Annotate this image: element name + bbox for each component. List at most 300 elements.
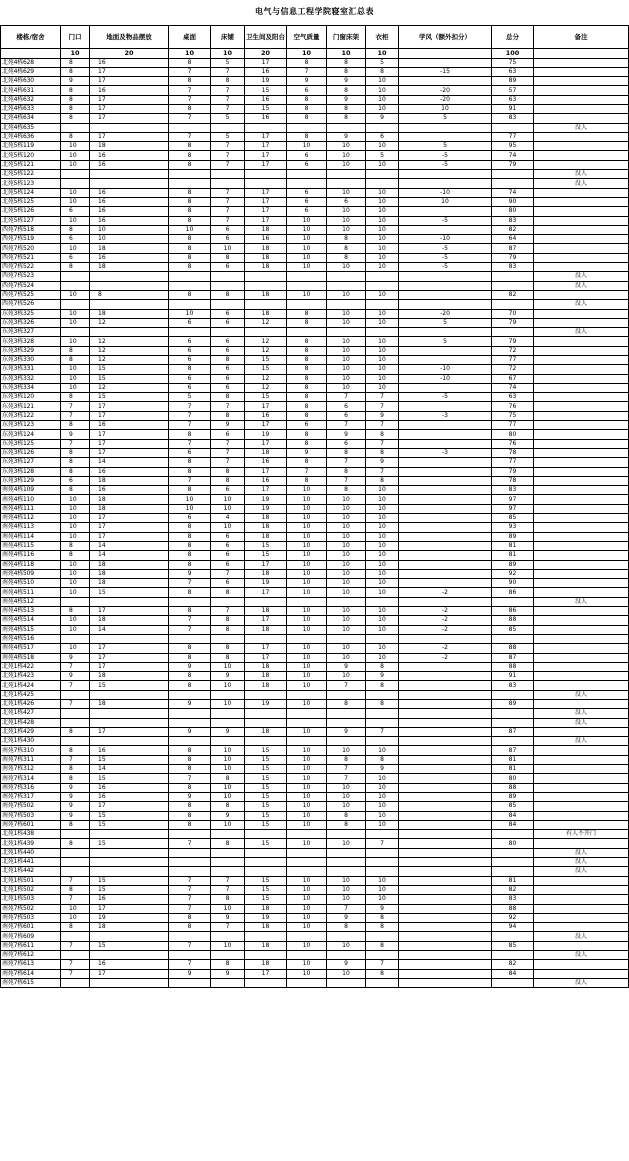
room-cell[interactable]: 北苑5栋122: [1, 170, 61, 179]
weight-cell[interactable]: 10: [61, 49, 90, 59]
desk-score-cell[interactable]: 7: [169, 476, 211, 485]
desk-score-cell[interactable]: 10: [169, 225, 211, 234]
study-style-cell[interactable]: -2: [399, 653, 492, 662]
wardrobe-score-cell[interactable]: [366, 951, 399, 960]
bathroom-score-cell[interactable]: 18: [245, 244, 287, 253]
desk-score-cell[interactable]: 8: [169, 142, 211, 151]
remarks-cell[interactable]: [534, 132, 629, 141]
remarks-cell[interactable]: [534, 216, 629, 225]
total-score-cell[interactable]: 81: [492, 876, 534, 885]
study-style-cell[interactable]: [399, 811, 492, 820]
desk-score-cell[interactable]: 8: [169, 551, 211, 560]
bed-score-cell[interactable]: 6: [211, 430, 245, 439]
air-score-cell[interactable]: 10: [287, 523, 327, 532]
door-score-cell[interactable]: 10: [61, 160, 90, 169]
window-score-cell[interactable]: [327, 718, 366, 727]
remarks-cell[interactable]: [534, 374, 629, 383]
study-style-cell[interactable]: [399, 941, 492, 950]
study-style-cell[interactable]: [399, 923, 492, 932]
total-score-cell[interactable]: 77: [492, 458, 534, 467]
remarks-cell[interactable]: [534, 114, 629, 123]
desk-score-cell[interactable]: 8: [169, 653, 211, 662]
total-score-cell[interactable]: 76: [492, 402, 534, 411]
window-score-cell[interactable]: 8: [327, 253, 366, 262]
wardrobe-score-cell[interactable]: 7: [366, 960, 399, 969]
wardrobe-score-cell[interactable]: 10: [366, 309, 399, 318]
bathroom-score-cell[interactable]: 16: [245, 458, 287, 467]
bed-score-cell[interactable]: 7: [211, 923, 245, 932]
desk-score-cell[interactable]: 8: [169, 672, 211, 681]
total-score-cell[interactable]: 95: [492, 142, 534, 151]
window-score-cell[interactable]: 10: [327, 653, 366, 662]
air-score-cell[interactable]: 10: [287, 644, 327, 653]
air-score-cell[interactable]: 10: [287, 486, 327, 495]
wardrobe-score-cell[interactable]: [366, 170, 399, 179]
floor-score-cell[interactable]: 14: [90, 625, 169, 634]
desk-score-cell[interactable]: 8: [169, 151, 211, 160]
door-score-cell[interactable]: 10: [61, 142, 90, 151]
study-style-cell[interactable]: -2: [399, 607, 492, 616]
bathroom-score-cell[interactable]: [245, 123, 287, 132]
bathroom-score-cell[interactable]: 15: [245, 820, 287, 829]
remarks-cell[interactable]: [534, 225, 629, 234]
remarks-cell[interactable]: [534, 514, 629, 523]
remarks-cell[interactable]: [534, 644, 629, 653]
bed-score-cell[interactable]: 5: [211, 132, 245, 141]
air-score-cell[interactable]: 7: [287, 467, 327, 476]
room-cell[interactable]: 西苑7栋520: [1, 244, 61, 253]
total-score-cell[interactable]: 81: [492, 551, 534, 560]
bed-score-cell[interactable]: 7: [211, 142, 245, 151]
bathroom-score-cell[interactable]: 18: [245, 960, 287, 969]
floor-score-cell[interactable]: 15: [90, 839, 169, 848]
bathroom-score-cell[interactable]: 17: [245, 560, 287, 569]
door-score-cell[interactable]: [61, 272, 90, 281]
total-score-cell[interactable]: 76: [492, 439, 534, 448]
wardrobe-score-cell[interactable]: 10: [366, 263, 399, 272]
floor-score-cell[interactable]: 17: [90, 969, 169, 978]
floor-score-cell[interactable]: 15: [90, 374, 169, 383]
study-style-cell[interactable]: -2: [399, 616, 492, 625]
bathroom-score-cell[interactable]: 15: [245, 551, 287, 560]
desk-score-cell[interactable]: 8: [169, 216, 211, 225]
door-score-cell[interactable]: 10: [61, 625, 90, 634]
study-style-cell[interactable]: [399, 532, 492, 541]
desk-score-cell[interactable]: 5: [169, 393, 211, 402]
bathroom-score-cell[interactable]: 15: [245, 746, 287, 755]
room-cell[interactable]: 南苑4栋510: [1, 579, 61, 588]
room-cell[interactable]: 西苑7栋525: [1, 290, 61, 299]
door-score-cell[interactable]: [61, 848, 90, 857]
floor-score-cell[interactable]: [90, 830, 169, 839]
wardrobe-score-cell[interactable]: 7: [366, 467, 399, 476]
room-cell[interactable]: 东苑3栋122: [1, 411, 61, 420]
room-cell[interactable]: 东苑3栋328: [1, 337, 61, 346]
room-cell[interactable]: 南苑7栋316: [1, 783, 61, 792]
desk-score-cell[interactable]: 8: [169, 467, 211, 476]
door-score-cell[interactable]: 10: [61, 365, 90, 374]
door-score-cell[interactable]: 8: [61, 885, 90, 894]
door-score-cell[interactable]: 6: [61, 253, 90, 262]
door-score-cell[interactable]: 8: [61, 746, 90, 755]
total-score-cell[interactable]: 87: [492, 746, 534, 755]
bed-score-cell[interactable]: 10: [211, 504, 245, 513]
wardrobe-score-cell[interactable]: [366, 867, 399, 876]
desk-score-cell[interactable]: 8: [169, 253, 211, 262]
air-score-cell[interactable]: 10: [287, 588, 327, 597]
window-score-cell[interactable]: 10: [327, 318, 366, 327]
air-score-cell[interactable]: 10: [287, 969, 327, 978]
study-style-cell[interactable]: [399, 774, 492, 783]
door-score-cell[interactable]: 10: [61, 151, 90, 160]
floor-score-cell[interactable]: 17: [90, 402, 169, 411]
room-cell[interactable]: 东苑3栋330: [1, 356, 61, 365]
wardrobe-score-cell[interactable]: 10: [366, 142, 399, 151]
total-score-cell[interactable]: 57: [492, 86, 534, 95]
door-score-cell[interactable]: 10: [61, 374, 90, 383]
air-score-cell[interactable]: 10: [287, 263, 327, 272]
wardrobe-score-cell[interactable]: 10: [366, 653, 399, 662]
study-style-cell[interactable]: [399, 281, 492, 290]
window-score-cell[interactable]: 6: [327, 411, 366, 420]
study-style-cell[interactable]: [399, 848, 492, 857]
floor-score-cell[interactable]: 18: [90, 263, 169, 272]
window-score-cell[interactable]: [327, 690, 366, 699]
air-score-cell[interactable]: 10: [287, 765, 327, 774]
study-style-cell[interactable]: [399, 579, 492, 588]
bed-score-cell[interactable]: 8: [211, 393, 245, 402]
study-style-cell[interactable]: [399, 328, 492, 337]
room-cell[interactable]: 北苑1栋422: [1, 662, 61, 671]
floor-score-cell[interactable]: [90, 737, 169, 746]
floor-score-cell[interactable]: 15: [90, 755, 169, 764]
bed-score-cell[interactable]: [211, 597, 245, 606]
bed-score-cell[interactable]: 10: [211, 523, 245, 532]
window-score-cell[interactable]: 10: [327, 551, 366, 560]
air-score-cell[interactable]: 10: [287, 514, 327, 523]
air-score-cell[interactable]: 8: [287, 365, 327, 374]
door-score-cell[interactable]: [61, 170, 90, 179]
window-score-cell[interactable]: 10: [327, 216, 366, 225]
desk-score-cell[interactable]: 8: [169, 588, 211, 597]
bed-score-cell[interactable]: [211, 951, 245, 960]
floor-score-cell[interactable]: 16: [90, 216, 169, 225]
door-score-cell[interactable]: 10: [61, 514, 90, 523]
door-score-cell[interactable]: 7: [61, 755, 90, 764]
room-cell[interactable]: 南苑4栋512: [1, 597, 61, 606]
door-score-cell[interactable]: 10: [61, 290, 90, 299]
window-score-cell[interactable]: 10: [327, 495, 366, 504]
bed-score-cell[interactable]: 10: [211, 820, 245, 829]
wardrobe-score-cell[interactable]: 10: [366, 523, 399, 532]
air-score-cell[interactable]: 8: [287, 95, 327, 104]
desk-score-cell[interactable]: 7: [169, 839, 211, 848]
floor-score-cell[interactable]: 16: [90, 895, 169, 904]
air-score-cell[interactable]: 8: [287, 114, 327, 123]
study-style-cell[interactable]: [399, 290, 492, 299]
bed-score-cell[interactable]: [211, 179, 245, 188]
door-score-cell[interactable]: 10: [61, 579, 90, 588]
bed-score-cell[interactable]: 10: [211, 681, 245, 690]
remarks-cell[interactable]: [534, 923, 629, 932]
desk-score-cell[interactable]: 8: [169, 746, 211, 755]
door-score-cell[interactable]: 8: [61, 551, 90, 560]
door-score-cell[interactable]: 8: [61, 839, 90, 848]
study-style-cell[interactable]: [399, 504, 492, 513]
door-score-cell[interactable]: [61, 690, 90, 699]
window-score-cell[interactable]: 10: [327, 225, 366, 234]
air-score-cell[interactable]: [287, 978, 327, 987]
bathroom-score-cell[interactable]: 15: [245, 755, 287, 764]
total-score-cell[interactable]: [492, 737, 534, 746]
bed-score-cell[interactable]: [211, 690, 245, 699]
window-score-cell[interactable]: 7: [327, 458, 366, 467]
total-score-cell[interactable]: 82: [492, 885, 534, 894]
remarks-cell[interactable]: [534, 346, 629, 355]
total-score-cell[interactable]: [492, 300, 534, 309]
study-style-cell[interactable]: [399, 123, 492, 132]
desk-score-cell[interactable]: 7: [169, 411, 211, 420]
total-score-cell[interactable]: [492, 951, 534, 960]
air-score-cell[interactable]: 8: [287, 132, 327, 141]
bed-score-cell[interactable]: 7: [211, 67, 245, 76]
floor-score-cell[interactable]: 14: [90, 541, 169, 550]
bed-score-cell[interactable]: 6: [211, 579, 245, 588]
remarks-cell[interactable]: [534, 504, 629, 513]
remarks-cell[interactable]: [534, 560, 629, 569]
air-score-cell[interactable]: 6: [287, 151, 327, 160]
door-score-cell[interactable]: 9: [61, 811, 90, 820]
floor-score-cell[interactable]: 18: [90, 560, 169, 569]
bed-score-cell[interactable]: 8: [211, 588, 245, 597]
study-style-cell[interactable]: [399, 634, 492, 643]
air-score-cell[interactable]: [287, 597, 327, 606]
window-score-cell[interactable]: [327, 123, 366, 132]
remarks-cell[interactable]: [534, 885, 629, 894]
wardrobe-score-cell[interactable]: 10: [366, 86, 399, 95]
desk-score-cell[interactable]: 8: [169, 607, 211, 616]
total-score-cell[interactable]: 79: [492, 253, 534, 262]
remarks-cell[interactable]: 没人: [534, 737, 629, 746]
window-score-cell[interactable]: 10: [327, 290, 366, 299]
window-score-cell[interactable]: 10: [327, 207, 366, 216]
remarks-cell[interactable]: [534, 895, 629, 904]
bed-score-cell[interactable]: 10: [211, 765, 245, 774]
floor-score-cell[interactable]: 12: [90, 318, 169, 327]
wardrobe-score-cell[interactable]: 10: [366, 774, 399, 783]
wardrobe-score-cell[interactable]: 10: [366, 616, 399, 625]
header-remarks[interactable]: 备注: [534, 26, 629, 49]
remarks-cell[interactable]: [534, 160, 629, 169]
study-style-cell[interactable]: [399, 662, 492, 671]
wardrobe-score-cell[interactable]: 10: [366, 95, 399, 104]
bed-score-cell[interactable]: 10: [211, 746, 245, 755]
window-score-cell[interactable]: 10: [327, 263, 366, 272]
bed-score-cell[interactable]: 8: [211, 895, 245, 904]
wardrobe-score-cell[interactable]: 9: [366, 114, 399, 123]
study-style-cell[interactable]: [399, 885, 492, 894]
floor-score-cell[interactable]: 16: [90, 783, 169, 792]
wardrobe-score-cell[interactable]: 7: [366, 402, 399, 411]
air-score-cell[interactable]: 8: [287, 337, 327, 346]
bed-score-cell[interactable]: [211, 328, 245, 337]
window-score-cell[interactable]: 7: [327, 393, 366, 402]
weight-cell[interactable]: 10: [211, 49, 245, 59]
window-score-cell[interactable]: 7: [327, 904, 366, 913]
bathroom-score-cell[interactable]: 15: [245, 104, 287, 113]
room-cell[interactable]: 东苑3栋326: [1, 318, 61, 327]
floor-score-cell[interactable]: [90, 281, 169, 290]
window-score-cell[interactable]: 10: [327, 541, 366, 550]
total-score-cell[interactable]: 74: [492, 151, 534, 160]
total-score-cell[interactable]: 77: [492, 421, 534, 430]
air-score-cell[interactable]: 10: [287, 727, 327, 736]
wardrobe-score-cell[interactable]: 7: [366, 439, 399, 448]
total-score-cell[interactable]: 90: [492, 197, 534, 206]
bathroom-score-cell[interactable]: 16: [245, 411, 287, 420]
total-score-cell[interactable]: [492, 718, 534, 727]
desk-score-cell[interactable]: 7: [169, 895, 211, 904]
bed-score-cell[interactable]: 6: [211, 374, 245, 383]
remarks-cell[interactable]: [534, 104, 629, 113]
total-score-cell[interactable]: [492, 830, 534, 839]
desk-score-cell[interactable]: [169, 634, 211, 643]
bed-score-cell[interactable]: 6: [211, 383, 245, 392]
remarks-cell[interactable]: [534, 774, 629, 783]
wardrobe-score-cell[interactable]: 10: [366, 514, 399, 523]
room-cell[interactable]: 北苑5栋123: [1, 179, 61, 188]
room-cell[interactable]: 北苑1栋503: [1, 895, 61, 904]
window-score-cell[interactable]: 7: [327, 421, 366, 430]
bathroom-score-cell[interactable]: 17: [245, 188, 287, 197]
floor-score-cell[interactable]: 16: [90, 160, 169, 169]
desk-score-cell[interactable]: 8: [169, 755, 211, 764]
floor-score-cell[interactable]: [90, 867, 169, 876]
room-cell[interactable]: 北苑5栋121: [1, 160, 61, 169]
room-cell[interactable]: 南苑4栋110: [1, 495, 61, 504]
bathroom-score-cell[interactable]: 15: [245, 393, 287, 402]
total-score-cell[interactable]: 75: [492, 411, 534, 420]
study-style-cell[interactable]: [399, 718, 492, 727]
study-style-cell[interactable]: [399, 699, 492, 708]
wardrobe-score-cell[interactable]: 8: [366, 476, 399, 485]
door-score-cell[interactable]: 8: [61, 346, 90, 355]
room-cell[interactable]: 南苑4栋115: [1, 541, 61, 550]
bed-score-cell[interactable]: [211, 634, 245, 643]
study-style-cell[interactable]: [399, 737, 492, 746]
wardrobe-score-cell[interactable]: 8: [366, 430, 399, 439]
air-score-cell[interactable]: 10: [287, 225, 327, 234]
floor-score-cell[interactable]: 17: [90, 411, 169, 420]
floor-score-cell[interactable]: 17: [90, 532, 169, 541]
bathroom-score-cell[interactable]: 15: [245, 885, 287, 894]
floor-score-cell[interactable]: 17: [90, 523, 169, 532]
bed-score-cell[interactable]: 9: [211, 672, 245, 681]
door-score-cell[interactable]: 10: [61, 588, 90, 597]
remarks-cell[interactable]: 没人: [534, 328, 629, 337]
header-desk[interactable]: 桌面: [169, 26, 211, 49]
air-score-cell[interactable]: 10: [287, 792, 327, 801]
window-score-cell[interactable]: 10: [327, 746, 366, 755]
floor-score-cell[interactable]: [90, 328, 169, 337]
bed-score-cell[interactable]: 7: [211, 607, 245, 616]
remarks-cell[interactable]: [534, 67, 629, 76]
floor-score-cell[interactable]: 18: [90, 672, 169, 681]
remarks-cell[interactable]: [534, 523, 629, 532]
bed-score-cell[interactable]: 8: [211, 356, 245, 365]
remarks-cell[interactable]: [534, 356, 629, 365]
door-score-cell[interactable]: 10: [61, 560, 90, 569]
floor-score-cell[interactable]: 15: [90, 393, 169, 402]
floor-score-cell[interactable]: 15: [90, 885, 169, 894]
room-cell[interactable]: 东苑3栋325: [1, 309, 61, 318]
floor-score-cell[interactable]: 17: [90, 802, 169, 811]
wardrobe-score-cell[interactable]: 10: [366, 569, 399, 578]
bathroom-score-cell[interactable]: 19: [245, 430, 287, 439]
air-score-cell[interactable]: [287, 272, 327, 281]
desk-score-cell[interactable]: 6: [169, 514, 211, 523]
study-style-cell[interactable]: [399, 830, 492, 839]
air-score-cell[interactable]: 10: [287, 541, 327, 550]
total-score-cell[interactable]: 83: [492, 486, 534, 495]
floor-score-cell[interactable]: 14: [90, 765, 169, 774]
air-score-cell[interactable]: 8: [287, 104, 327, 113]
door-score-cell[interactable]: 6: [61, 476, 90, 485]
wardrobe-score-cell[interactable]: 10: [366, 337, 399, 346]
wardrobe-score-cell[interactable]: [366, 597, 399, 606]
desk-score-cell[interactable]: 8: [169, 160, 211, 169]
study-style-cell[interactable]: -5: [399, 160, 492, 169]
bed-score-cell[interactable]: 10: [211, 904, 245, 913]
floor-score-cell[interactable]: 8: [90, 290, 169, 299]
desk-score-cell[interactable]: [169, 932, 211, 941]
floor-score-cell[interactable]: 16: [90, 792, 169, 801]
door-score-cell[interactable]: 8: [61, 923, 90, 932]
total-score-cell[interactable]: [492, 272, 534, 281]
room-cell[interactable]: 东苑3栋127: [1, 458, 61, 467]
study-style-cell[interactable]: 5: [399, 337, 492, 346]
bathroom-score-cell[interactable]: 17: [245, 969, 287, 978]
window-score-cell[interactable]: 10: [327, 504, 366, 513]
window-score-cell[interactable]: 10: [327, 151, 366, 160]
wardrobe-score-cell[interactable]: 8: [366, 662, 399, 671]
door-score-cell[interactable]: 8: [61, 458, 90, 467]
remarks-cell[interactable]: 没人: [534, 690, 629, 699]
study-style-cell[interactable]: [399, 727, 492, 736]
room-cell[interactable]: 北苑1栋423: [1, 672, 61, 681]
bed-score-cell[interactable]: 8: [211, 774, 245, 783]
bathroom-score-cell[interactable]: 17: [245, 58, 287, 67]
bathroom-score-cell[interactable]: 17: [245, 207, 287, 216]
floor-score-cell[interactable]: 17: [90, 77, 169, 86]
bathroom-score-cell[interactable]: 18: [245, 727, 287, 736]
total-score-cell[interactable]: 79: [492, 318, 534, 327]
desk-score-cell[interactable]: 8: [169, 913, 211, 922]
door-score-cell[interactable]: 9: [61, 802, 90, 811]
total-score-cell[interactable]: [492, 179, 534, 188]
floor-score-cell[interactable]: 18: [90, 142, 169, 151]
remarks-cell[interactable]: [534, 142, 629, 151]
window-score-cell[interactable]: 8: [327, 755, 366, 764]
window-score-cell[interactable]: 10: [327, 532, 366, 541]
remarks-cell[interactable]: 没人: [534, 709, 629, 718]
room-cell[interactable]: 东苑3栋120: [1, 393, 61, 402]
air-score-cell[interactable]: 10: [287, 774, 327, 783]
room-cell[interactable]: 东苑3栋125: [1, 439, 61, 448]
desk-score-cell[interactable]: 9: [169, 662, 211, 671]
study-style-cell[interactable]: [399, 597, 492, 606]
weight-cell[interactable]: 10: [169, 49, 211, 59]
